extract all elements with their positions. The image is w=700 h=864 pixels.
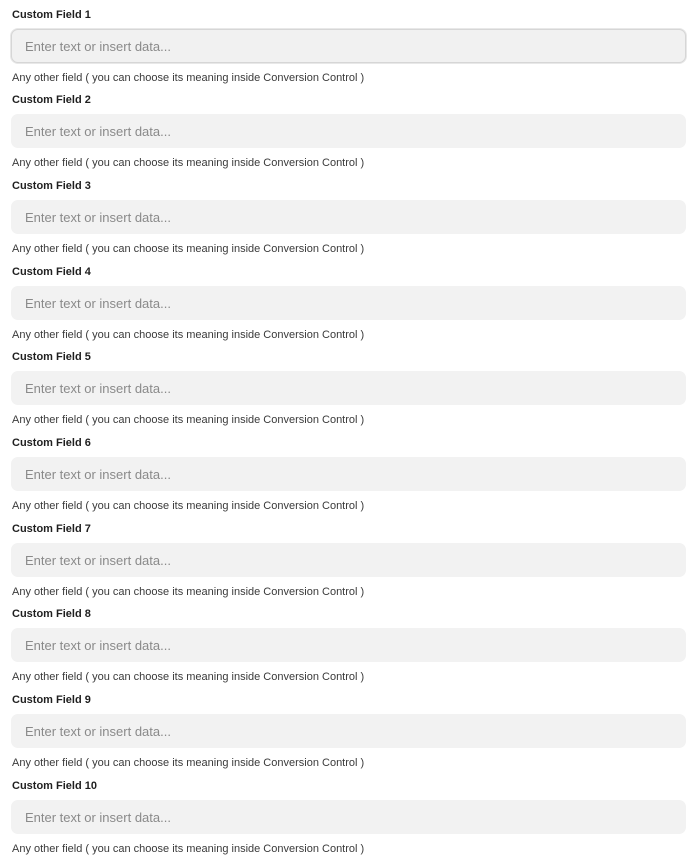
custom-field-8-label: Custom Field 8 — [12, 608, 91, 620]
custom-field-5-input[interactable] — [11, 371, 686, 405]
custom-field-1-label: Custom Field 1 — [12, 9, 91, 21]
custom-field-6-input[interactable] — [11, 457, 686, 491]
custom-field-9-help: Any other field ( you can choose its meaning inside Conversion Control ) — [12, 757, 365, 769]
custom-field-1-help: Any other field ( you can choose its meaning inside Conversion Control ) — [12, 72, 365, 84]
custom-field-5-help: Any other field ( you can choose its meaning inside Conversion Control ) — [12, 414, 365, 426]
custom-field-10-help: Any other field ( you can choose its meaning inside Conversion Control ) — [12, 843, 365, 855]
custom-field-2-help: Any other field ( you can choose its meaning inside Conversion Control ) — [12, 157, 365, 169]
custom-field-3-label: Custom Field 3 — [12, 180, 91, 192]
custom-field-7-help: Any other field ( you can choose its meaning inside Conversion Control ) — [12, 586, 365, 598]
custom-field-2-label: Custom Field 2 — [12, 94, 91, 106]
custom-field-4-label: Custom Field 4 — [12, 266, 91, 278]
custom-field-4-help: Any other field ( you can choose its meaning inside Conversion Control ) — [12, 329, 365, 341]
custom-field-7-input[interactable] — [11, 543, 686, 577]
custom-field-3-help: Any other field ( you can choose its meaning inside Conversion Control ) — [12, 243, 365, 255]
custom-field-10-label: Custom Field 10 — [12, 780, 97, 792]
custom-field-5-label: Custom Field 5 — [12, 351, 91, 363]
custom-field-9-input[interactable] — [11, 714, 686, 748]
custom-field-7-label: Custom Field 7 — [12, 523, 91, 535]
custom-field-8-help: Any other field ( you can choose its meaning inside Conversion Control ) — [12, 671, 365, 683]
custom-field-9-label: Custom Field 9 — [12, 694, 91, 706]
custom-field-8-input[interactable] — [11, 628, 686, 662]
custom-field-6-help: Any other field ( you can choose its meaning inside Conversion Control ) — [12, 500, 365, 512]
custom-field-1-input[interactable] — [11, 29, 686, 63]
custom-field-4-input[interactable] — [11, 286, 686, 320]
custom-field-6-label: Custom Field 6 — [12, 437, 91, 449]
custom-field-2-input[interactable] — [11, 114, 686, 148]
custom-field-3-input[interactable] — [11, 200, 686, 234]
custom-field-10-input[interactable] — [11, 800, 686, 834]
